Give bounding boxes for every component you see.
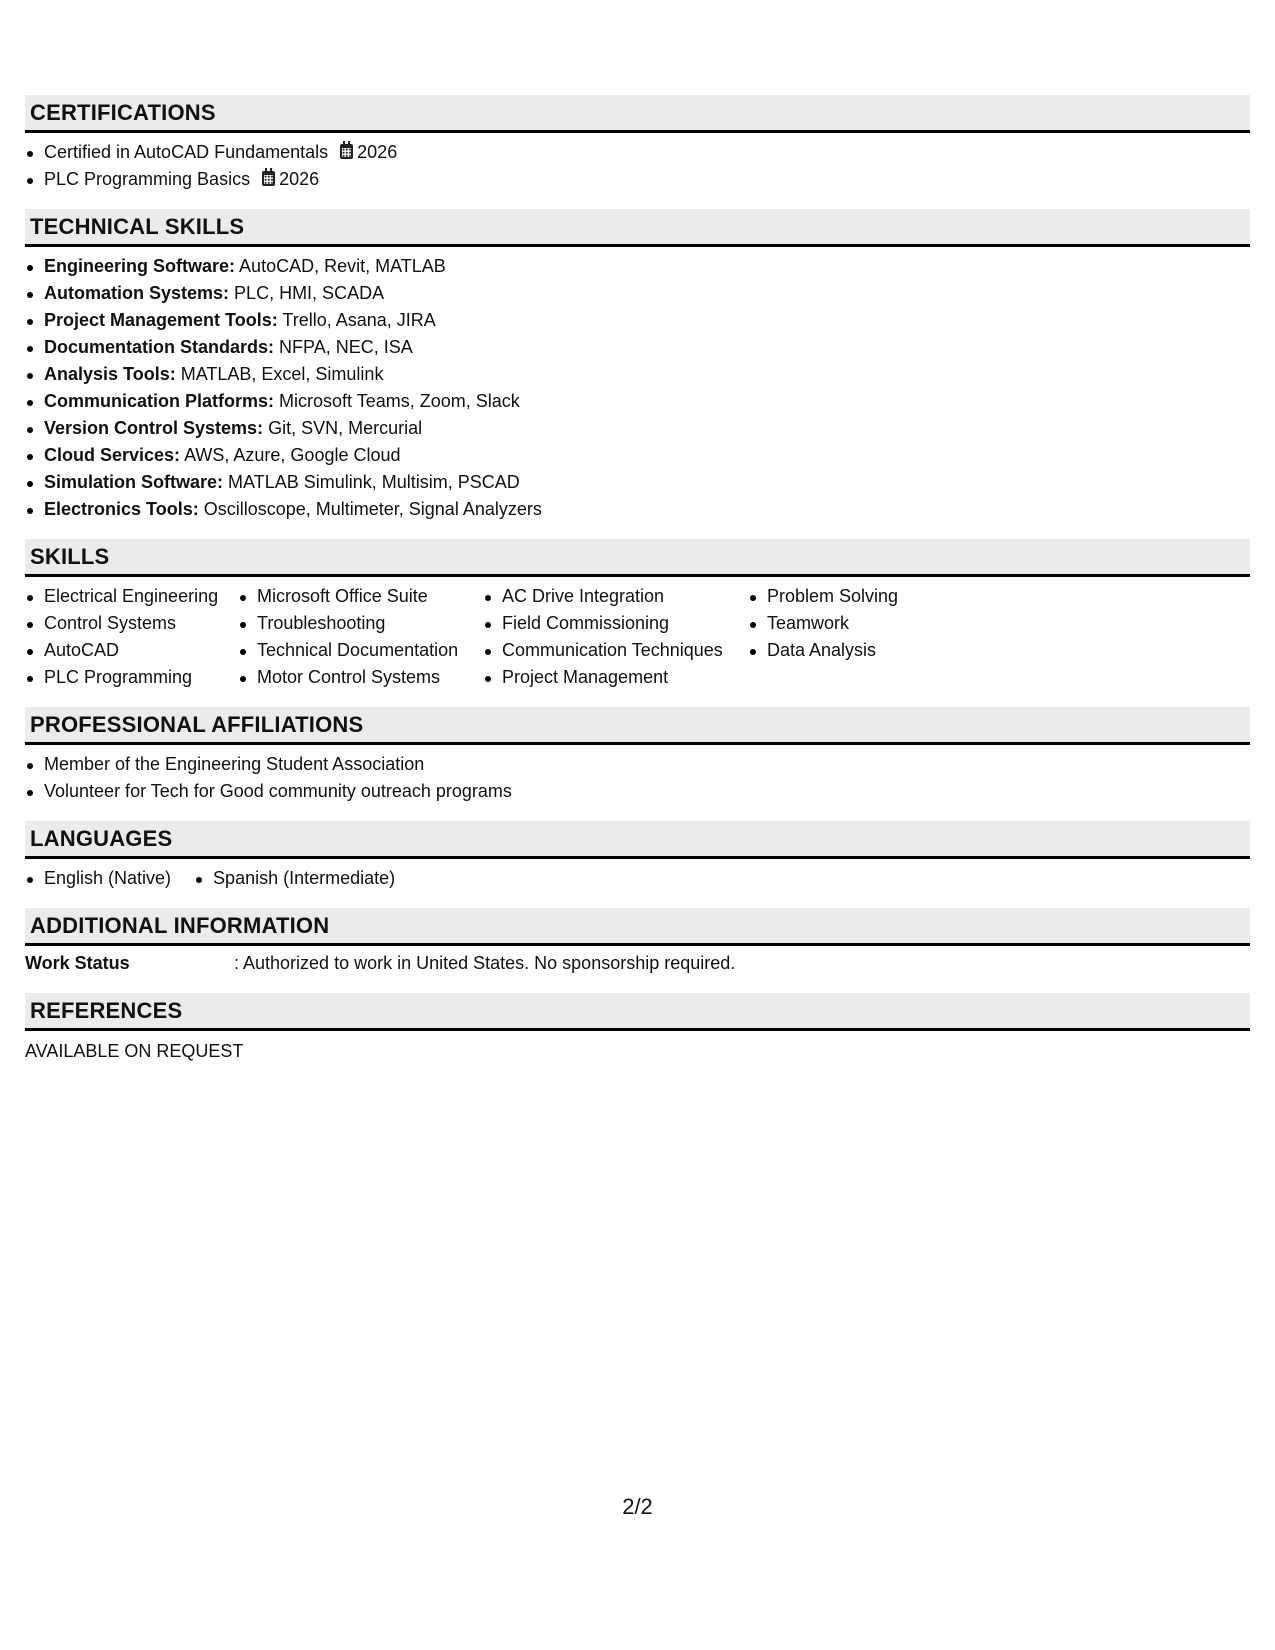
skill-item: Troubleshooting [238,610,483,637]
references-text: AVAILABLE ON REQUEST [25,1041,244,1061]
affiliations-section [25,707,1250,805]
skill-category-label: Version Control Systems: [44,418,264,438]
skills-column [748,583,948,691]
work-status-value: : Authorized to work in United States. No sponsorship required. [234,953,736,973]
skills-column [238,583,483,691]
resume-page [25,95,1250,1081]
skill-item: Project Management [483,664,748,691]
skill-category-value: MATLAB, Excel, Simulink [180,364,384,384]
skill-item: Technical Documentation [238,637,483,664]
list-item [25,280,1250,307]
list-item: Member of the Engineering Student Association [25,751,1250,778]
certifications-list [25,133,1250,193]
skill-category-value: Microsoft Teams, Zoom, Slack [279,391,520,411]
references-header [25,993,1250,1031]
skill-item: Electrical Engineering [25,583,238,610]
technical-skills-section [25,209,1250,523]
skill-category-value: AutoCAD, Revit, MATLAB [239,256,446,276]
skill-category-label: Simulation Software: [44,472,224,492]
skill-category-label: Automation Systems: [44,283,230,303]
section-title: SKILLS [30,543,110,569]
list-item [25,361,1250,388]
page-number: 2/2 [622,1494,653,1519]
skills-grid [25,577,1250,691]
language-item: English (Native) [25,865,171,892]
list-item [25,307,1250,334]
skill-item: PLC Programming [25,664,238,691]
additional-info-section [25,908,1250,977]
work-status-row [25,946,1250,977]
language-item: Spanish (Intermediate) [194,865,395,892]
skill-item: Communication Techniques [483,637,748,664]
skill-item: Microsoft Office Suite [238,583,483,610]
list-item [25,139,1250,166]
certification-year: 2026 [279,169,320,189]
skill-category-value: Oscilloscope, Multimeter, Signal Analyzers [203,499,542,519]
skill-category-value: NFPA, NEC, ISA [279,337,413,357]
technical-skills-header [25,209,1250,247]
languages-list [25,859,1250,892]
languages-header [25,821,1250,859]
skills-column [483,583,748,691]
section-title: REFERENCES [30,997,183,1023]
section-title: PROFESSIONAL AFFILIATIONS [30,711,364,737]
references-section [25,993,1250,1065]
work-status-label: Work Status [25,953,130,973]
skill-category-value: PLC, HMI, SCADA [234,283,385,303]
skill-item: Field Commissioning [483,610,748,637]
skill-item: Data Analysis [748,637,948,664]
skill-item: Motor Control Systems [238,664,483,691]
skill-item: AutoCAD [25,637,238,664]
skill-item: Teamwork [748,610,948,637]
certification-year: 2026 [357,142,398,162]
calendar-icon [262,171,275,186]
skill-category-value: MATLAB Simulink, Multisim, PSCAD [228,472,520,492]
section-title: ADDITIONAL INFORMATION [30,912,330,938]
technical-skills-list [25,247,1250,523]
list-item: Volunteer for Tech for Good community outreach programs [25,778,1250,805]
skill-category-value: Git, SVN, Mercurial [268,418,423,438]
section-title: LANGUAGES [30,825,173,851]
skill-category-label: Cloud Services: [44,445,181,465]
skill-category-value: AWS, Azure, Google Cloud [184,445,401,465]
skills-section [25,539,1250,691]
section-title: TECHNICAL SKILLS [30,213,245,239]
skill-item: AC Drive Integration [483,583,748,610]
skill-item: Problem Solving [748,583,948,610]
skill-category-label: Analysis Tools: [44,364,176,384]
list-item [25,334,1250,361]
affiliations-list [25,745,1250,805]
skill-category-label: Documentation Standards: [44,337,275,357]
skill-item: Control Systems [25,610,238,637]
certifications-section [25,95,1250,193]
skill-category-label: Engineering Software: [44,256,236,276]
skill-category-label: Communication Platforms: [44,391,275,411]
skill-category-label: Electronics Tools: [44,499,199,519]
list-item [25,166,1250,193]
skills-header [25,539,1250,577]
certification-name: PLC Programming Basics [44,169,251,189]
skills-column [25,583,238,691]
list-item [25,388,1250,415]
additional-info-header [25,908,1250,946]
list-item [25,253,1250,280]
affiliations-header [25,707,1250,745]
list-item [25,415,1250,442]
certification-name: Certified in AutoCAD Fundamentals [44,142,329,162]
section-title: CERTIFICATIONS [30,99,216,125]
list-item [25,442,1250,469]
list-item [25,469,1250,496]
languages-section [25,821,1250,892]
calendar-icon [340,144,353,159]
certifications-header [25,95,1250,133]
skill-category-label: Project Management Tools: [44,310,278,330]
skill-category-value: Trello, Asana, JIRA [282,310,436,330]
list-item [25,496,1250,523]
